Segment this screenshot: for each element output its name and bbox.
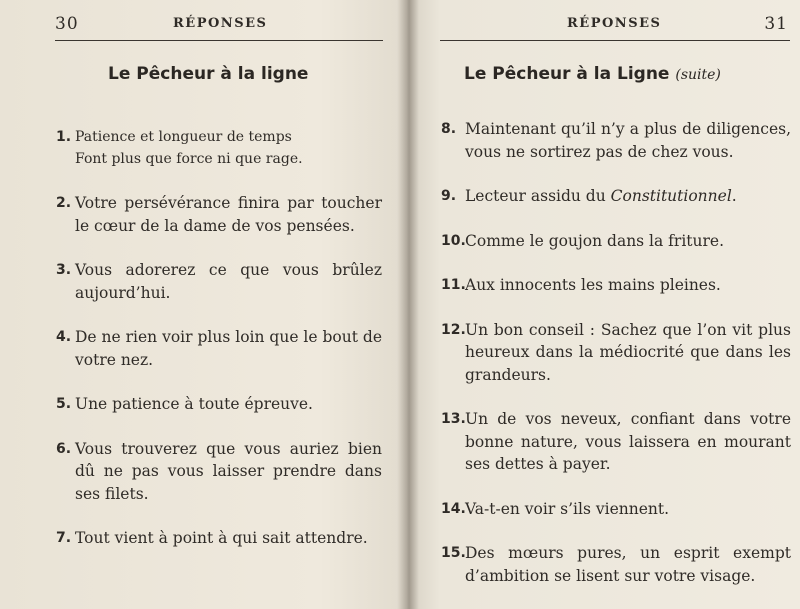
left-running-head [55, 14, 383, 38]
answer-number: 2. [56, 195, 72, 211]
answer-3 [56, 259, 382, 304]
answer-10 [441, 230, 791, 253]
answer-text: Aux innocents les mains pleines. [465, 276, 721, 294]
answer-8 [441, 118, 791, 163]
answer-number: 6. [56, 440, 72, 457]
answer-text: Un de vos neveux, confiant dans votre bonne nature, vous laissera en mourant ses dettes à payer. [465, 410, 791, 473]
answer-text-after: . [731, 187, 737, 205]
answer-number: 15. [441, 545, 466, 561]
answer-number: 4. [56, 329, 72, 345]
left-section-title: Le Pêcheur à la ligne [108, 64, 309, 84]
answer-text-before: Lecteur assidu du [465, 187, 611, 205]
answer-number: 1. [56, 129, 72, 145]
left-running-title: RÉPONSES [173, 16, 268, 31]
answer-text: De ne rien voir plus loin que le bout de votre nez. [75, 328, 382, 369]
answer-text: Un bon conseil : Sachez que l’on vit plus heureux dans la médiocrité que dans les grandeurs. [465, 320, 791, 384]
answer-number: 3. [56, 262, 72, 278]
answer-13 [441, 408, 791, 476]
left-answer-list [56, 126, 382, 572]
answer-number: 11. [441, 277, 466, 293]
answer-text: Votre persévérance finira par toucher le cœur de la dame de vos pensées. [75, 194, 382, 235]
answer-4 [56, 326, 382, 371]
answer-number: 5. [56, 396, 72, 412]
right-running-title: RÉPONSES [567, 16, 662, 31]
right-header-rule [440, 40, 790, 41]
answer-5 [56, 393, 382, 416]
answer-line: Font plus que force ni que rage. [75, 151, 303, 167]
answer-number: 14. [441, 500, 466, 517]
answer-9 [441, 185, 791, 208]
answer-number: 10. [441, 232, 466, 249]
left-page-number: 30 [55, 14, 79, 34]
right-running-head [440, 14, 790, 38]
answer-7 [56, 527, 382, 550]
right-page-number: 31 [764, 14, 788, 34]
right-section-title-suffix: (suite) [675, 67, 721, 83]
right-answer-list [441, 118, 791, 609]
answer-number: 7. [56, 530, 72, 546]
answer-text: Tout vient à point à qui sait attendre. [75, 529, 368, 547]
right-page [420, 0, 800, 609]
answer-number: 12. [441, 321, 466, 338]
answer-11 [441, 274, 791, 297]
answer-text: Comme le goujon dans la friture. [465, 231, 725, 250]
answer-2 [56, 192, 382, 237]
answer-text: Des mœurs pures, un esprit exempt d’ambition se lisent sur votre visage. [465, 544, 791, 585]
right-section-title [464, 64, 721, 84]
answer-12 [441, 319, 791, 387]
right-section-title-text: Le Pêcheur à la Ligne [464, 64, 670, 84]
answer-text: Va-t-en voir s’ils viennent. [465, 499, 670, 518]
answer-text: Vous adorerez ce que vous brûlez aujourd’hui. [75, 261, 382, 302]
answer-number: 9. [441, 188, 457, 204]
left-header-rule [55, 40, 383, 41]
book-gutter [397, 0, 419, 609]
answer-line: Patience et longueur de temps [75, 129, 292, 145]
answer-text: Une patience à toute épreuve. [75, 395, 313, 413]
answer-text-italic: Constitutionnel [610, 187, 732, 205]
answer-text: Maintenant qu’il n’y a plus de diligences, vous ne sortirez pas de chez vous. [465, 120, 791, 161]
answer-14 [441, 498, 791, 521]
answer-15 [441, 542, 791, 587]
answer-6 [56, 438, 382, 506]
answer-number: 13. [441, 411, 466, 427]
answer-1 [56, 126, 382, 170]
answer-text: Vous trouverez que vous auriez bien dû ne pas vous laisser prendre dans ses filets. [75, 439, 382, 503]
answer-number: 8. [441, 121, 457, 137]
